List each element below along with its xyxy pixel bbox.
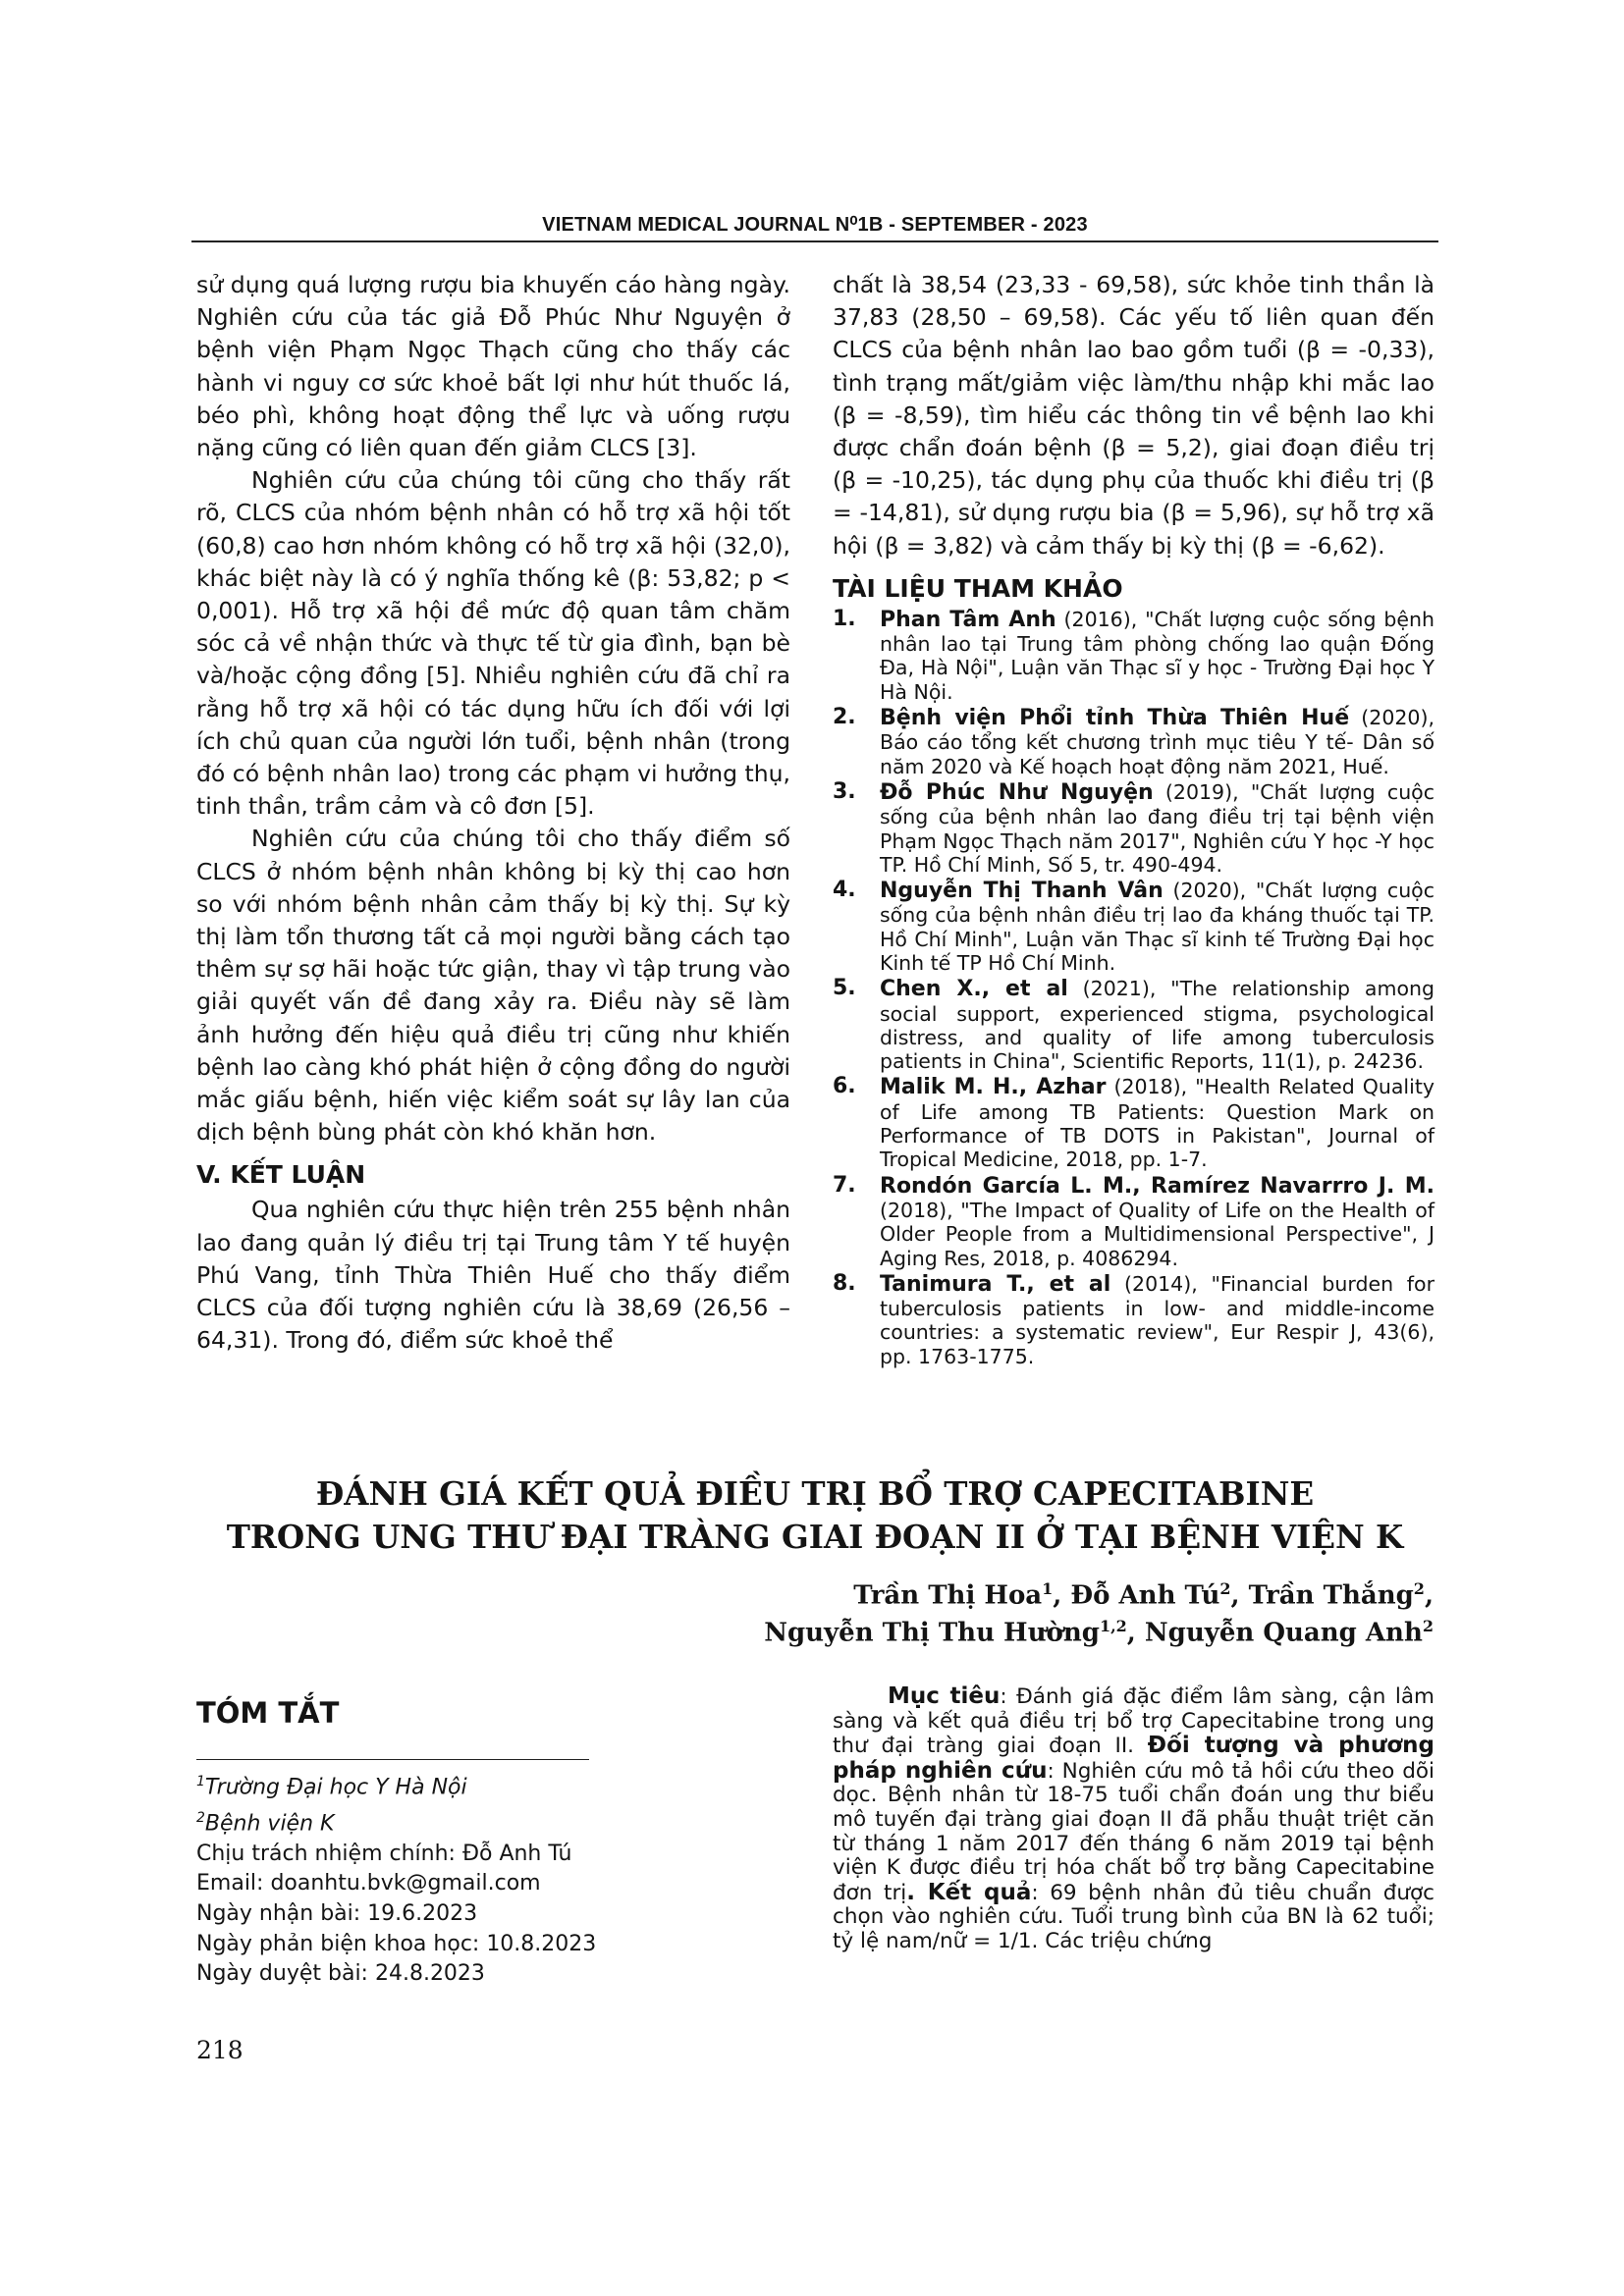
reference-number: 1. xyxy=(833,606,856,631)
date-accepted: Ngày duyệt bài: 24.8.2023 xyxy=(196,1961,485,1987)
author-separator: , xyxy=(1126,1618,1145,1648)
body-paragraph: Qua nghiên cứu thực hiện trên 255 bệnh nhân lao đang quản lý điều trị tại Trung tâm Y tế huyện Phú Vang, tỉnh Thừa Thiên Huế cho thấy điểm CLCS của đối tượng nghiên cứu là 38,69 (26,56 – 64,31). Trong đó, điểm sức khoẻ thể xyxy=(196,1196,790,1355)
footnote-rule xyxy=(196,1759,589,1760)
article-title-line-1: ĐÁNH GIÁ KẾT QUẢ ĐIỀU TRỊ BỔ TRỢ CAPECITABINE xyxy=(315,1474,1315,1513)
reference-item xyxy=(833,706,1435,778)
author-affiliation-mark: 1,2 xyxy=(1099,1617,1127,1635)
reference-text: (2020), "Chất lượng cuộc sống của bệnh nhân điều trị lao đa kháng thuốc tại TP. Hồ Chí Minh", Luận văn Thạc sĩ kinh tế Trường Đại học Kinh tế TP Hồ Chí Minh. xyxy=(880,879,1435,975)
author-affiliation-mark: 2 xyxy=(1219,1579,1231,1598)
reference-list xyxy=(833,608,1435,1368)
reference-authors: Malik M. H., Azhar xyxy=(880,1075,1107,1100)
reference-item xyxy=(833,977,1435,1073)
reference-text: (2016), "Chất lượng cuộc sống bệnh nhân lao tại Trung tâm phòng chống lao quận Đống Đa, Hà Nội", Luận văn Thạc sĩ y học - Trường Đại học Y Hà Nội. xyxy=(880,607,1435,704)
reference-item xyxy=(833,780,1435,877)
author-name: Nguyễn Thị Thu Hường xyxy=(764,1618,1100,1648)
article-title-line-2: TRONG UNG THƯ ĐẠI TRÀNG GIAI ĐOẠN II Ở TẠI BỆNH VIỆN K xyxy=(226,1518,1404,1556)
reference-authors: Đỗ Phúc Như Nguyện xyxy=(880,779,1154,805)
date-received: Ngày nhận bài: 19.6.2023 xyxy=(196,1901,478,1927)
reference-number: 3. xyxy=(833,778,856,804)
body-paragraph: Nghiên cứu của chúng tôi cũng cho thấy rất rõ, CLCS của nhóm bệnh nhân có hỗ trợ xã hội tốt (60,8) cao hơn nhóm không có hỗ trợ xã hội (32,0), khác biệt này là có ý nghĩa thống kê (β: 53,82; p < 0,001). Hỗ trợ xã hội đề mức độ quan tâm chăm sóc cả về nhận thức và thực tế từ gia đình, bạn bè và/hoặc cộng đồng [5]. Nhiều nghiên cứu đã chỉ ra rằng hỗ trợ xã hội có tác dụng hữu ích đối với lợi ích chủ quan của người lớn tuổi, bệnh nhân (trong đó có bệnh nhân lao) trong các phạm vi hưởng thụ, tinh thần, trầm cảm và cô đơn [5]. xyxy=(196,466,790,821)
reference-item xyxy=(833,1075,1435,1171)
reference-authors: Phan Tâm Anh xyxy=(880,607,1056,632)
reference-text: (2020), Báo cáo tổng kết chương trình mục tiêu Y tế- Dân số năm 2020 và Kế hoạch hoạt động năm 2021, Huế. xyxy=(880,706,1435,778)
body-paragraph: chất là 38,54 (23,33 - 69,58), sức khỏe tinh thần là 37,83 (28,50 – 69,58). Các yếu tố liên quan đến CLCS của bệnh nhân lao bao gồm tuổi (β = -0,33), tình trạng mất/giảm việc làm/thu nhập khi mắc lao (β = -8,59), tìm hiểu các thông tin về bệnh lao khi được chẩn đoán bệnh (β = 5,2), giai đoạn điều trị (β = -10,25), tác dụng phụ của thuốc khi điều trị (β = -14,81), sử dụng rượu bia (β = 5,96), sự hỗ trợ xã hội (β = 3,82) và cảm thấy bị kỳ thị (β = -6,62). xyxy=(833,271,1435,560)
header-rule xyxy=(191,240,1438,242)
abstract-text: Mục tiêu: Đánh giá đặc điểm lâm sàng, cận lâm sàng và kết quả điều trị bổ trợ Capecitabine trong ung thư đại tràng giai đoạn II. Đối tượng và phương pháp nghiên cứu: Nghiên cứu mô tả hồi cứu theo dõi dọc. Bệnh nhân từ 18-75 tuổi chẩn đoán ung thư biểu mô tuyến đại tràng giai đoạn II đã phẫu thuật triệt căn từ tháng 1 năm 2017 đến tháng 6 năm 2019 tại bệnh viện K được điều trị hóa chất bổ trợ bằng Capecitabine đơn trị. Kết quả: 69 bệnh nhân đủ tiêu chuẩn được chọn vào nghiên cứu. Tuổi trung bình của BN là 62 tuổi; tỷ lệ nam/nữ = 1/1. Các triệu chứng xyxy=(833,1683,1435,1953)
reference-number: 6. xyxy=(833,1074,856,1099)
running-header: VIETNAM MEDICAL JOURNAL N⁰1B - SEPTEMBER - 2023 xyxy=(542,214,1088,236)
abstract-heading: TÓM TẮT xyxy=(196,1696,340,1730)
author-affiliation-mark: 2 xyxy=(1422,1617,1434,1635)
author-line-2 xyxy=(687,1608,1434,1652)
author-name: Đỗ Anh Tú xyxy=(1070,1580,1220,1611)
page-number: 218 xyxy=(196,2036,244,2064)
body-paragraph: sử dụng quá lượng rượu bia khuyến cáo hàng ngày. Nghiên cứu của tác giả Đỗ Phúc Như Nguyện ở bệnh viện Phạm Ngọc Thạch cũng cho thấy các hành vi nguy cơ sức khoẻ bất lợi như hút thuốc lá, béo phì, không hoạt động thể lực và uống rượu nặng cũng có liên quan đến giảm CLCS [3]. xyxy=(196,271,790,462)
reference-number: 4. xyxy=(833,878,856,903)
reference-authors: Tanimura T., et al xyxy=(880,1271,1111,1297)
reference-item xyxy=(833,608,1435,704)
reference-number: 8. xyxy=(833,1270,856,1296)
contact-email: Email: doanhtu.bvk@gmail.com xyxy=(196,1871,541,1896)
reference-authors: Nguyễn Thị Thanh Vân xyxy=(880,879,1164,904)
reference-item xyxy=(833,1272,1435,1368)
date-reviewed: Ngày phản biện khoa học: 10.8.2023 xyxy=(196,1931,597,1956)
reference-number: 2. xyxy=(833,705,856,730)
reference-item xyxy=(833,879,1435,975)
right-column xyxy=(833,269,1435,1370)
abstract-methods-label: Đối tượng và phương pháp nghiên cứu xyxy=(833,1733,1435,1784)
author-name: Trần Thắng xyxy=(1248,1580,1414,1611)
reference-text: (2021), "The relationship among social support, experienced stigma, psychological distress, and quality of life among tuberculosis patients in China", Scientific Reports, 11(1), p. 24236. xyxy=(880,977,1435,1074)
section-heading-references: TÀI LIỆU THAM KHẢO xyxy=(833,573,1123,603)
abstract-results-label: . Kết quả xyxy=(906,1879,1032,1905)
responsible-author: Chịu trách nhiệm chính: Đỗ Anh Tú xyxy=(196,1841,572,1866)
reference-authors: Rondón García L. M., Ramírez Navarrro J. M. xyxy=(880,1173,1435,1199)
reference-number: 7. xyxy=(833,1172,856,1198)
affiliation-1: $^1$Trường Đại học Y Hà Nội xyxy=(196,1774,467,1800)
reference-authors: Bệnh viện Phổi tỉnh Thừa Thiên Huế xyxy=(880,706,1350,731)
author-name: Nguyễn Quang Anh xyxy=(1144,1618,1423,1648)
author-affiliation-mark: 2 xyxy=(1413,1579,1425,1598)
section-heading-conclusion: V. KẾT LUẬN xyxy=(196,1160,366,1190)
body-paragraph: Nghiên cứu của chúng tôi cho thấy điểm số CLCS ở nhóm bệnh nhân không bị kỳ thị cao hơn so với nhóm bệnh nhân cảm thấy bị kỳ thị. Sự kỳ thị làm tổn thương tất cả mọi người bằng cách tạo thêm sự sợ hãi hoặc tức giận, thay vì tập trung vào giải quyết vấn đề đang xảy ra. Điều này sẽ làm ảnh hưởng đến hiệu quả điều trị cũng như khiến bệnh lao càng khó phát hiện ở cộng đồng do người mắc giấu bệnh, hiến việc kiểm soát sự lây lan của dịch bệnh bùng phát còn khó khăn hơn. xyxy=(196,825,790,1147)
abstract-objective-label: Mục tiêu xyxy=(888,1683,1001,1709)
reference-text: (2014), "Financial burden for tuberculosis patients in low- and middle-income countries: a systematic review", Eur Respir J, 43(6), pp. 1763-1775. xyxy=(880,1271,1435,1368)
reference-item xyxy=(833,1174,1435,1270)
author-name: Trần Thị Hoa xyxy=(853,1580,1043,1611)
author-separator: , xyxy=(1424,1580,1434,1611)
reference-authors: Chen X., et al xyxy=(880,977,1068,1002)
left-column xyxy=(196,269,790,1358)
reference-text: (2018), "Health Related Quality of Life among TB Patients: Question Mark on Performance of TB DOTS in Pakistan", Journal of Tropical Medicine, 2018, pp. 1-7. xyxy=(880,1075,1435,1172)
affiliations-block xyxy=(196,1767,596,1990)
reference-text: (2018), "The Impact of Quality of Life on the Health of Older People from a Multidimensional Perspective", J Aging Res, 2018, p. 4086294. xyxy=(880,1198,1435,1270)
affiliation-2: $^2$Bệnh viện K xyxy=(196,1809,335,1837)
author-affiliation-mark: 1 xyxy=(1042,1579,1054,1598)
author-separator: , xyxy=(1230,1580,1249,1611)
author-separator: , xyxy=(1053,1580,1071,1611)
reference-text: (2019), "Chất lượng cuộc sống của bệnh nhân lao đang điều trị tại bệnh viện Phạm Ngọc Thạch năm 2017", Nghiên cứu Y học -Y học TP. Hồ Chí Minh, Số 5, tr. 490-494. xyxy=(880,779,1435,877)
reference-number: 5. xyxy=(833,976,856,1001)
